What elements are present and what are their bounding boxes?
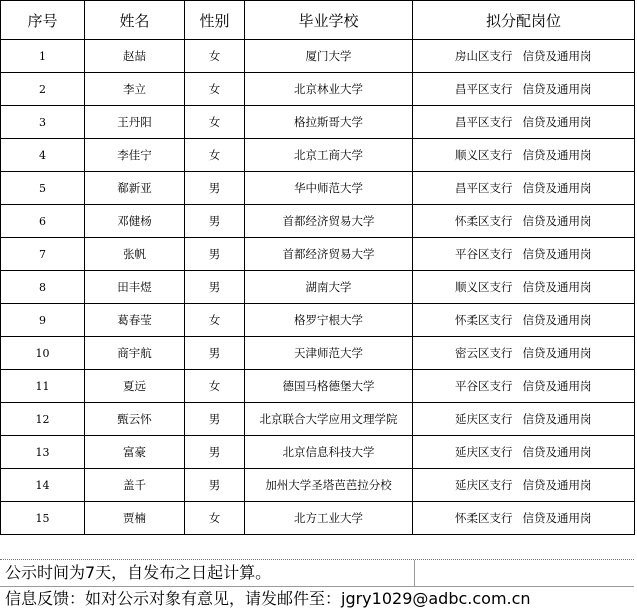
cell-no: 11 [1, 370, 85, 403]
cell-gender: 女 [185, 502, 245, 535]
position-branch: 昌平区支行 [455, 82, 513, 96]
cell-no: 8 [1, 271, 85, 304]
cell-name: 张帆 [85, 238, 185, 271]
cell-gender: 男 [185, 271, 245, 304]
cell-gender: 女 [185, 73, 245, 106]
table-row [1, 469, 635, 502]
cell-no: 3 [1, 106, 85, 139]
cell-no: 4 [1, 139, 85, 172]
table-row [1, 436, 635, 469]
position-branch: 怀柔区支行 [455, 511, 513, 525]
position-role: 信贷及通用岗 [522, 115, 592, 129]
cell-school: 北京联合大学应用文理学院 [245, 403, 413, 436]
cell-no: 6 [1, 205, 85, 238]
cell-name: 赵喆 [85, 40, 185, 73]
table-row [1, 403, 635, 436]
cell-no: 2 [1, 73, 85, 106]
cell-school: 格罗宁根大学 [245, 304, 413, 337]
cell-gender: 男 [185, 403, 245, 436]
cell-position [413, 238, 635, 271]
table-row [1, 205, 635, 238]
cell-school: 北方工业大学 [245, 502, 413, 535]
cell-gender: 女 [185, 40, 245, 73]
position-role: 信贷及通用岗 [522, 412, 592, 426]
table-row [1, 370, 635, 403]
cell-position [413, 139, 635, 172]
position-role: 信贷及通用岗 [522, 445, 592, 459]
position-branch: 顺义区支行 [455, 148, 513, 162]
header-name: 姓名 [85, 1, 185, 40]
cell-name: 夏远 [85, 370, 185, 403]
table-row [1, 172, 635, 205]
cell-name: 贾楠 [85, 502, 185, 535]
cell-gender: 女 [185, 304, 245, 337]
cell-position [413, 172, 635, 205]
cell-no: 14 [1, 469, 85, 502]
position-branch: 房山区支行 [455, 49, 513, 63]
cell-gender: 女 [185, 106, 245, 139]
cell-position [413, 205, 635, 238]
position-branch: 延庆区支行 [455, 478, 513, 492]
cell-school: 北京林业大学 [245, 73, 413, 106]
cell-position [413, 106, 635, 139]
cell-name: 田丰煜 [85, 271, 185, 304]
cell-name: 葛春莹 [85, 304, 185, 337]
note-cell-divider [414, 560, 415, 586]
cell-position [413, 73, 635, 106]
position-branch: 顺义区支行 [455, 280, 513, 294]
table-row [1, 502, 635, 535]
position-role: 信贷及通用岗 [522, 313, 592, 327]
cell-name: 郗新亚 [85, 172, 185, 205]
position-branch: 延庆区支行 [455, 445, 513, 459]
cell-no: 15 [1, 502, 85, 535]
cell-name: 李立 [85, 73, 185, 106]
position-role: 信贷及通用岗 [522, 280, 592, 294]
cell-no: 12 [1, 403, 85, 436]
cell-school: 华中师范大学 [245, 172, 413, 205]
position-role: 信贷及通用岗 [522, 148, 592, 162]
position-role: 信贷及通用岗 [522, 82, 592, 96]
cell-school: 北京工商大学 [245, 139, 413, 172]
cell-no: 10 [1, 337, 85, 370]
position-branch: 密云区支行 [455, 346, 513, 360]
cell-gender: 男 [185, 469, 245, 502]
header-school: 毕业学校 [245, 1, 413, 40]
table-row [1, 40, 635, 73]
position-branch: 延庆区支行 [455, 412, 513, 426]
cell-no: 1 [1, 40, 85, 73]
cell-school: 首都经济贸易大学 [245, 205, 413, 238]
cell-position [413, 271, 635, 304]
cell-school: 德国马格德堡大学 [245, 370, 413, 403]
cell-gender: 男 [185, 238, 245, 271]
table-row [1, 238, 635, 271]
cell-no: 7 [1, 238, 85, 271]
position-role: 信贷及通用岗 [522, 49, 592, 63]
cell-position [413, 502, 635, 535]
position-branch: 平谷区支行 [455, 379, 513, 393]
cell-name: 富豪 [85, 436, 185, 469]
table-row [1, 73, 635, 106]
cell-name: 甄云怀 [85, 403, 185, 436]
cell-gender: 男 [185, 172, 245, 205]
cell-no: 9 [1, 304, 85, 337]
cell-position [413, 403, 635, 436]
position-branch: 昌平区支行 [455, 115, 513, 129]
cell-gender: 女 [185, 370, 245, 403]
cell-name: 盖千 [85, 469, 185, 502]
publicity-note: 公示时间为7天，自发布之日起计算。 [5, 563, 272, 582]
table-row [1, 106, 635, 139]
position-role: 信贷及通用岗 [522, 214, 592, 228]
cell-gender: 男 [185, 205, 245, 238]
cell-no: 5 [1, 172, 85, 205]
header-no: 序号 [1, 1, 85, 40]
cell-school: 首都经济贸易大学 [245, 238, 413, 271]
position-role: 信贷及通用岗 [522, 247, 592, 261]
cell-name: 邓健杨 [85, 205, 185, 238]
table-row [1, 304, 635, 337]
position-role: 信贷及通用岗 [522, 511, 592, 525]
cell-position [413, 304, 635, 337]
position-branch: 平谷区支行 [455, 247, 513, 261]
table-header-row [1, 1, 635, 40]
cell-name: 李佳宁 [85, 139, 185, 172]
table-row [1, 337, 635, 370]
cell-no: 13 [1, 436, 85, 469]
cell-gender: 女 [185, 139, 245, 172]
cell-school: 天津师范大学 [245, 337, 413, 370]
position-branch: 怀柔区支行 [455, 214, 513, 228]
cell-position [413, 40, 635, 73]
cell-school: 湖南大学 [245, 271, 413, 304]
cell-name: 商宇航 [85, 337, 185, 370]
cell-gender: 男 [185, 337, 245, 370]
position-branch: 昌平区支行 [455, 181, 513, 195]
table-row [1, 139, 635, 172]
cell-position [413, 436, 635, 469]
header-position: 拟分配岗位 [413, 1, 635, 40]
cell-position [413, 337, 635, 370]
table-row [1, 271, 635, 304]
position-role: 信贷及通用岗 [522, 181, 592, 195]
cell-school: 北京信息科技大学 [245, 436, 413, 469]
feedback-note: 信息反馈：如对公示对象有意见，请发邮件至：jgry1029@adbc.com.cn [5, 589, 531, 608]
position-branch: 怀柔区支行 [455, 313, 513, 327]
position-role: 信贷及通用岗 [522, 379, 592, 393]
table-body [1, 40, 635, 535]
cell-position [413, 469, 635, 502]
cell-gender: 男 [185, 436, 245, 469]
position-role: 信贷及通用岗 [522, 478, 592, 492]
table-bottom-divider [0, 559, 634, 560]
cell-position [413, 370, 635, 403]
cell-school: 加州大学圣塔芭芭拉分校 [245, 469, 413, 502]
header-gender: 性别 [185, 1, 245, 40]
position-role: 信贷及通用岗 [522, 346, 592, 360]
cell-name: 王丹阳 [85, 106, 185, 139]
cell-school: 格拉斯哥大学 [245, 106, 413, 139]
cell-school: 厦门大学 [245, 40, 413, 73]
